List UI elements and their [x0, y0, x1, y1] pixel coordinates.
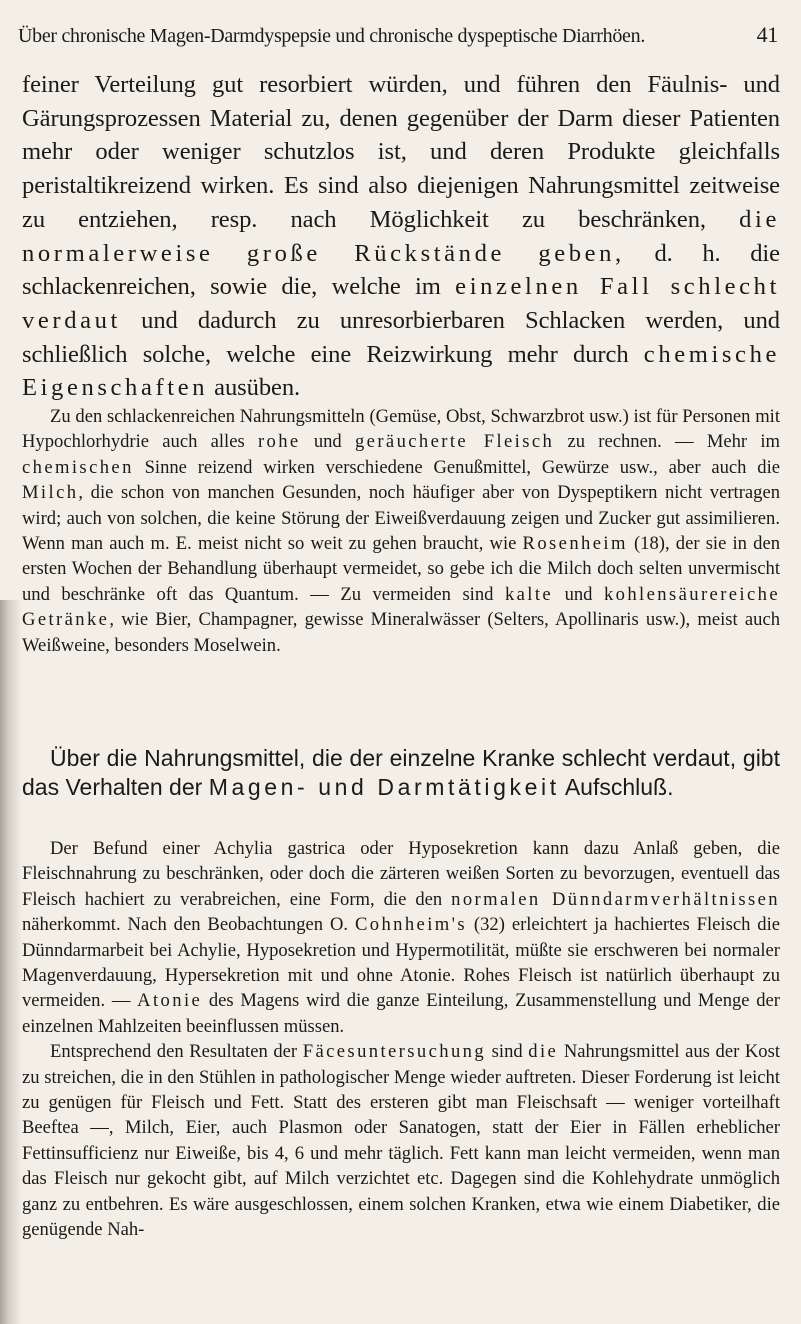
- small-print-block-1: [22, 404, 780, 658]
- text-run: Sinne reizend wirken verschiedene Genußmittel, Gewürze usw., aber auch die: [133, 456, 780, 478]
- author-name: Rosenheim: [522, 533, 628, 555]
- text-run: Nahrungsmittel aus der Kost zu streichen, die in den Stühlen in pathologischer Menge wieder auftreten. Dieser Forderung ist leicht zu genügen für Fleisch und Fett. Statt des ersteren gibt man Fleischsaft — weniger vorteilhaft Beeftea —, Milch, Eier, auch Plasmon oder Sanatogen, statt der Eier in Fällen erheblicher Fettinsufficienz nur Eiweiße, bis 4, 6 und mehr täglich. Fett kann man leicht vermeiden, wenn man das Fleisch nur gekocht gibt, auf Milch verzichtet etc. Dagegen sind die Kohlehydrate unmöglich ganz zu entbehren. Es wäre ausgeschlossen, einem solchen Kranken, etwa wie einem Diabetiker, die genügende Nah-: [22, 1041, 780, 1241]
- section-heading: [22, 744, 780, 802]
- emphasized-text: Fäcesuntersuchung: [302, 1041, 487, 1063]
- text-run: Aufschluß.: [559, 774, 674, 800]
- text-run: und: [553, 583, 604, 605]
- text-run: und: [300, 431, 355, 453]
- paragraph-3: [22, 836, 780, 1039]
- text-run: und dadurch zu unresorbierbaren Schlacken werden, und schließlich solche, welche eine Reizwirkung mehr durch: [22, 306, 780, 368]
- emphasized-text: geräucherte Fleisch: [354, 431, 555, 453]
- page-number: 41: [756, 22, 778, 47]
- paragraph-1: [22, 68, 780, 405]
- emphasized-text: normalen Dünndarmverhältnissen: [451, 888, 780, 910]
- small-print-block-2: [22, 836, 780, 1243]
- running-header: [18, 22, 778, 48]
- running-title: Über chronische Magen-Darmdyspepsie und chronische dyspeptische Diarrhöen.: [18, 25, 646, 47]
- emphasized-text: die: [528, 1041, 559, 1063]
- text-run: näherkommt. Nach den Beobachtungen O.: [22, 914, 355, 936]
- emphasized-text: rohe: [257, 431, 301, 453]
- emphasized-text: chemische Eigenschaften: [22, 340, 780, 402]
- text-run: feiner Verteilung gut resorbiert würden, und führen den Fäulnis- und Gärungsprozessen Material zu, denen gegenüber der Darm dieser Patienten mehr oder weniger schutzlos ist, und deren Produkte gleichfalls peristaltikreizend wirken. Es sind also diejenigen Nahrungsmittel zeitweise zu entziehen, resp. nach Möglichkeit zu beschränken,: [22, 71, 780, 233]
- emphasized-text: Magen- und Darmtätigkeit: [208, 774, 560, 800]
- paragraph-2: [22, 404, 780, 658]
- text-run: , wie Bier, Champagner, gewisse Mineralwässer (Selters, Apollinaris usw.), meist auch Weißweine, besonders Moselwein.: [22, 609, 780, 656]
- emphasized-text: Milch: [22, 482, 79, 504]
- text-run: (32) erleichtert ja hachiertes Fleisch die Dünndarmarbeit bei Achylie, Hyposekretion und Hypermotilität, müßte sie erschweren bei normaler Magenverdauung, Hypersekretion mit und ohne Atonie. Rohes Fleisch ist natürlich überhaupt zu vermeiden. —: [22, 914, 780, 1012]
- emphasized-text: kohlensäurereiche Getränke: [22, 583, 781, 631]
- paragraph-4: [22, 1039, 780, 1242]
- text-run: , die schon von manchen Gesunden, noch häufiger aber von Dyspeptikern nicht vertragen wird; auch von solchen, die keine Störung der Eiweißverdauung zeigen und Zucker gut assimilieren. Wenn man auch m. E. meist nicht so weit zu gehen braucht, wie: [22, 482, 780, 555]
- text-run: Über die Nahrungsmittel, die der einzelne Kranke schlecht verdaut, gibt das Verhalten der: [22, 745, 780, 800]
- emphasized-text: Atonie: [137, 990, 203, 1012]
- author-name: Cohnheim's: [354, 914, 468, 936]
- emphasized-text: die normalerweise große Rückstände geben,: [22, 205, 780, 267]
- text-run: Der Befund einer Achylia gastrica oder Hyposekretion kann dazu Anlaß geben, die Fleischnahrung zu beschränken, oder doch die zärteren weißen Sorten zu bevorzugen, eventuell das Fleisch hachiert zu verabreichen, eine Form, die den: [22, 838, 780, 910]
- text-run: des Magens wird die ganze Einteilung, Zusammenstellung und Menge der einzelnen Mahlzeiten beeinflussen müssen.: [22, 990, 780, 1037]
- text-run: (18), der sie in den ersten Wochen der Behandlung überhaupt vermeidet, so gebe ich die Milch doch selten unvermischt und beschränke oft das Quantum. — Zu vermeiden sind: [22, 533, 780, 605]
- text-run: Entsprechend den Resultaten der: [50, 1041, 303, 1063]
- heading-paragraph: [22, 744, 780, 802]
- main-paragraph: [22, 68, 780, 405]
- text-run: d. h. die schlackenreichen, sowie die, welche im: [22, 239, 780, 301]
- emphasized-text: kalte: [504, 583, 554, 605]
- text-run: ausüben.: [208, 374, 301, 402]
- emphasized-text: einzelnen Fall schlecht verdaut: [22, 273, 780, 334]
- text-run: sind: [486, 1041, 529, 1063]
- text-run: Zu den schlackenreichen Nahrungsmitteln (Gemüse, Obst, Schwarzbrot usw.) ist für Personen mit Hypochlorhydrie auch alles: [22, 406, 780, 453]
- emphasized-text: chemischen: [22, 456, 134, 478]
- page-gutter-shadow: [0, 600, 22, 1324]
- text-run: zu rechnen. — Mehr im: [554, 431, 780, 453]
